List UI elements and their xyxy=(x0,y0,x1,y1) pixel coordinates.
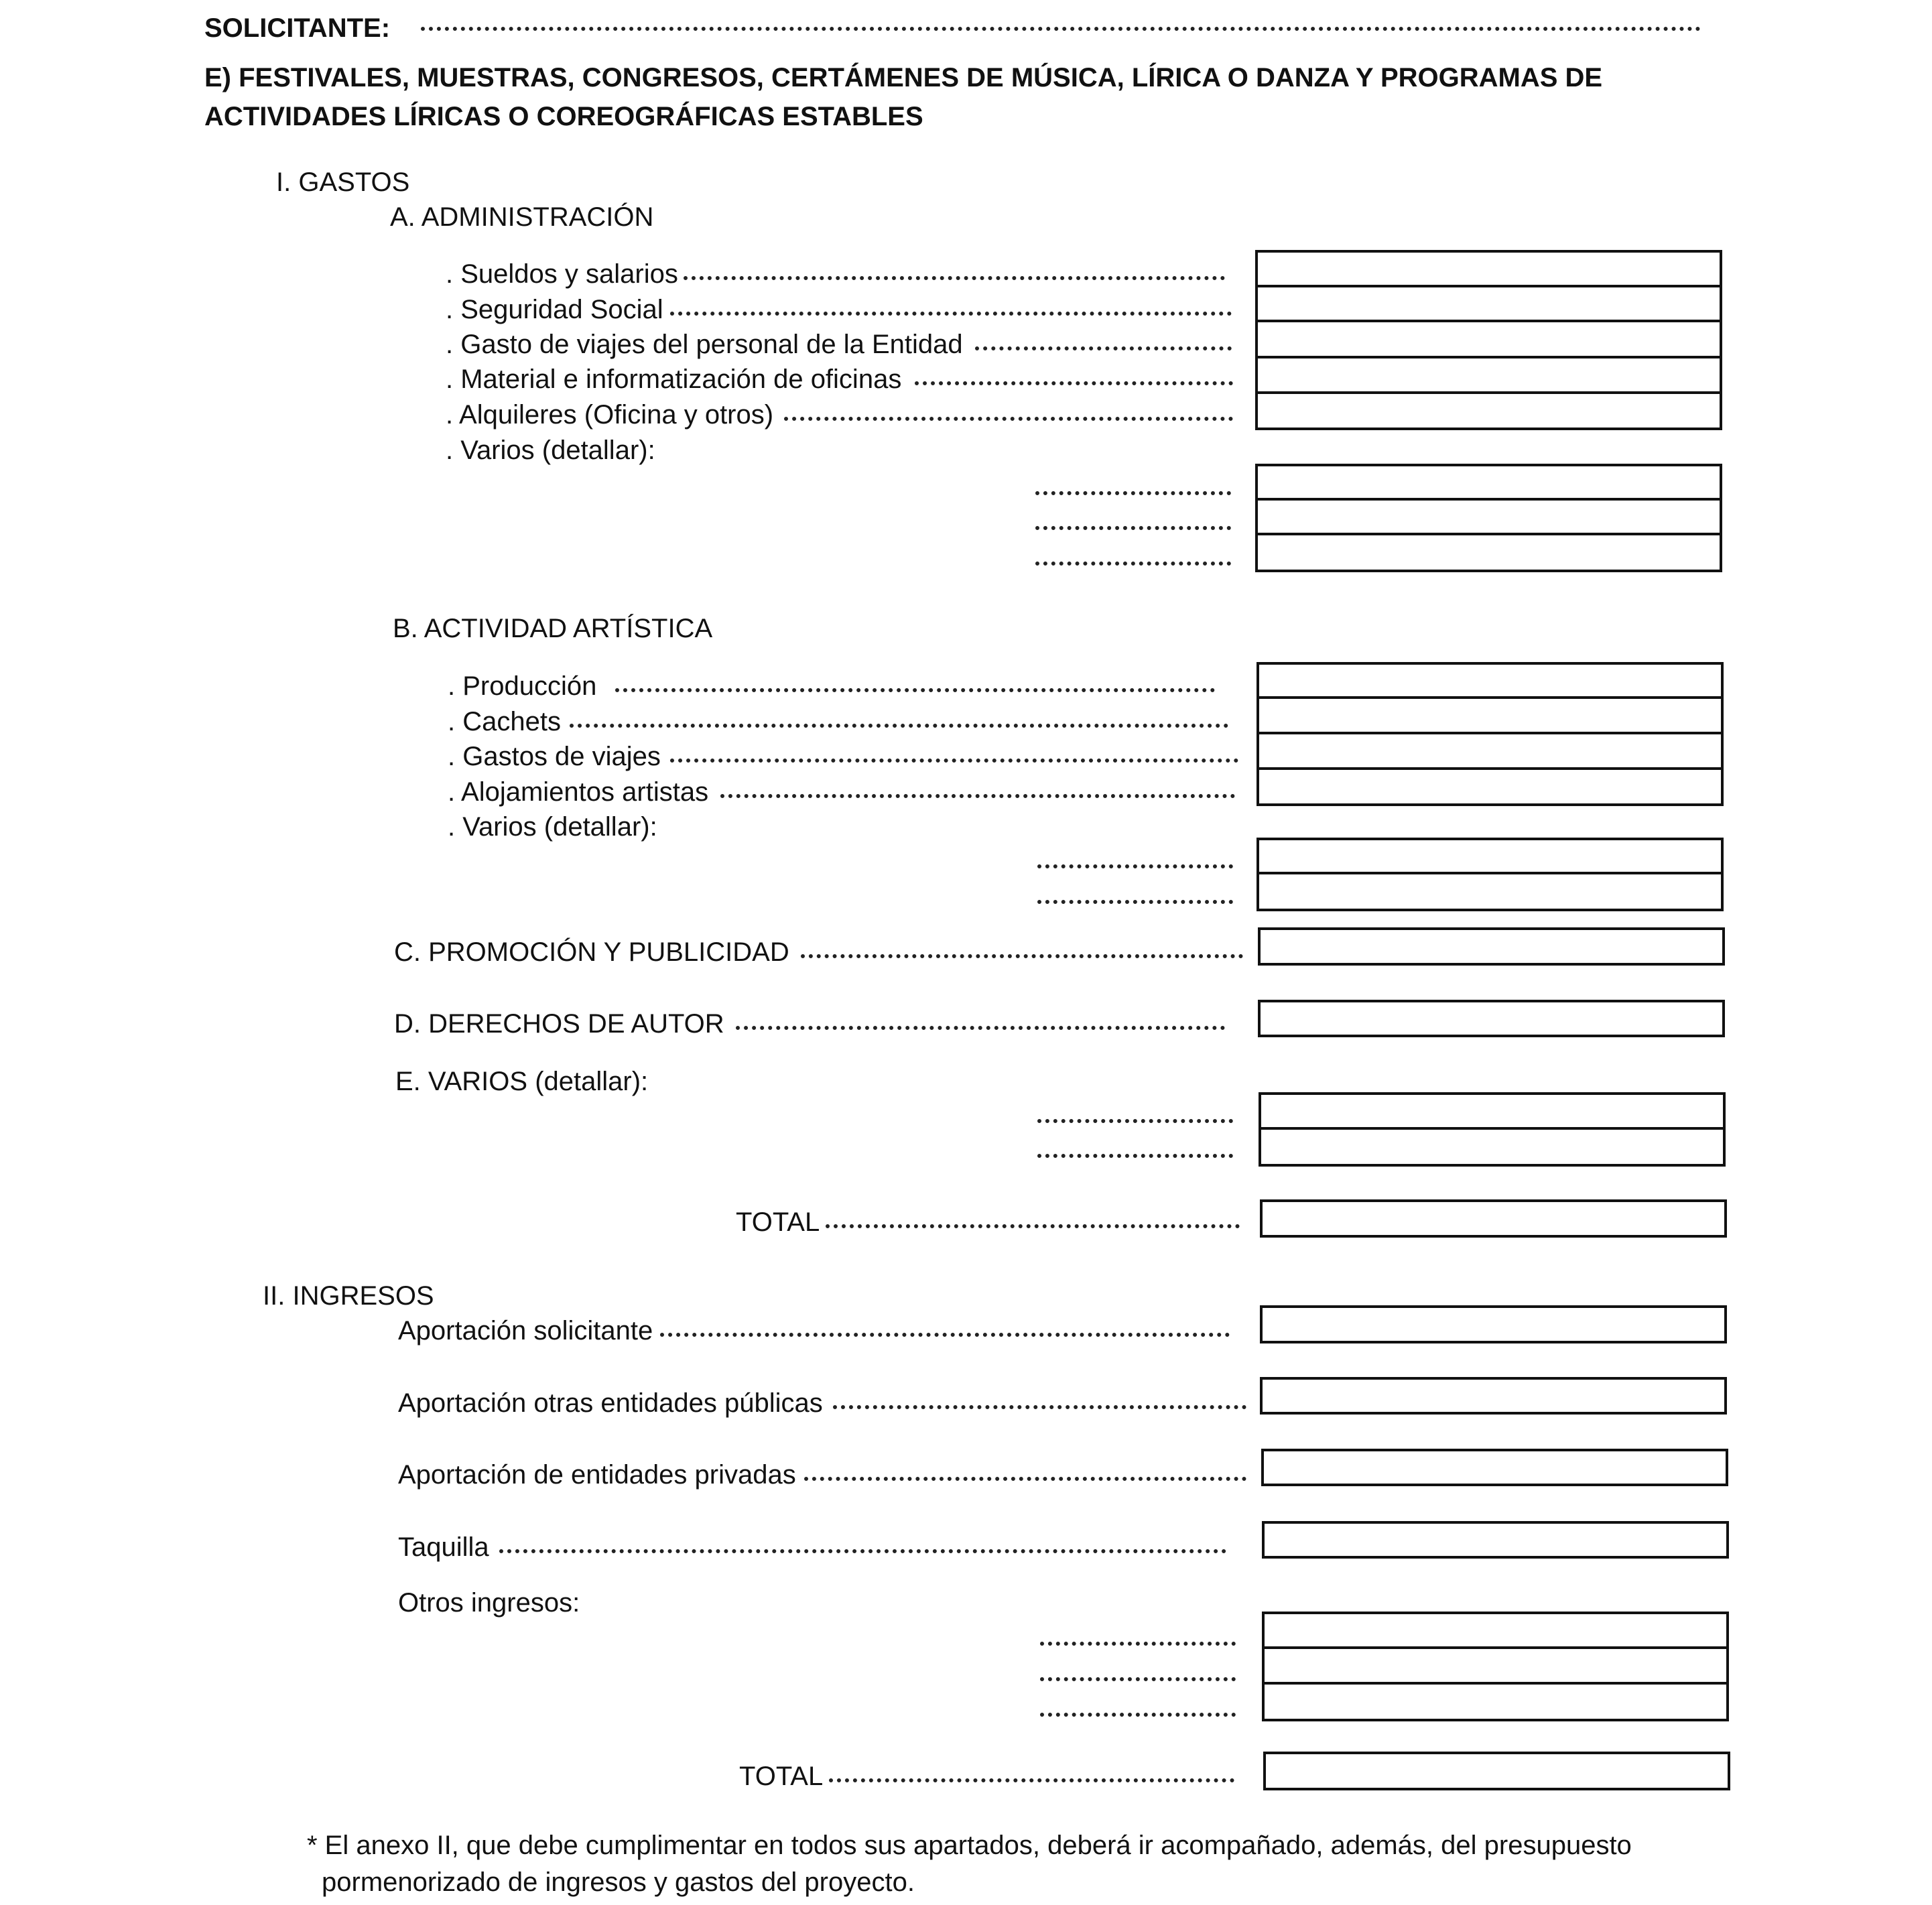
admin-item-label: . Alquileres (Oficina y otros) xyxy=(446,400,774,430)
leader-dots xyxy=(670,312,1232,316)
detail-field[interactable] xyxy=(1037,864,1233,868)
amount-field[interactable] xyxy=(1257,874,1724,911)
ingresos-total-field[interactable] xyxy=(1263,1752,1730,1790)
leader-dots xyxy=(784,417,1233,421)
amount-field[interactable] xyxy=(1255,287,1722,322)
actividad-item-label: . Alojamientos artistas xyxy=(448,777,709,807)
leader-dots xyxy=(915,381,1233,385)
otros-ingresos-label: Otros ingresos: xyxy=(398,1588,580,1618)
actividad-item-label: . Cachets xyxy=(448,707,561,736)
detail-field[interactable] xyxy=(1040,1642,1236,1646)
ingresos-item-label: Aportación solicitante xyxy=(398,1316,653,1345)
leader-dots xyxy=(570,724,1228,728)
amount-field[interactable] xyxy=(1257,699,1724,734)
detail-field[interactable] xyxy=(1035,526,1231,530)
amount-field[interactable] xyxy=(1258,1000,1725,1037)
leader-dots xyxy=(833,1405,1246,1409)
amount-field[interactable] xyxy=(1255,535,1722,572)
footnote-line1: * El anexo II, que debe cumplimentar en todos sus apartados, deberá ir acompañado, además, del presupuesto xyxy=(307,1831,1632,1860)
administracion-title: A. ADMINISTRACIÓN xyxy=(390,202,654,232)
actividad-item-label: . Gastos de viajes xyxy=(448,742,661,771)
leader-dots xyxy=(660,1333,1230,1337)
detail-field[interactable] xyxy=(1037,1154,1233,1158)
admin-varios-label: . Varios (detallar): xyxy=(446,436,655,465)
gastos-total-label: TOTAL xyxy=(736,1207,820,1237)
gastos-title: I. GASTOS xyxy=(276,168,410,197)
amount-field[interactable] xyxy=(1257,734,1724,770)
solicitante-field[interactable] xyxy=(421,27,1701,31)
leader-dots xyxy=(720,794,1235,798)
leader-dots xyxy=(829,1778,1234,1782)
actividad-item-label: . Producción xyxy=(448,671,597,701)
amount-field[interactable] xyxy=(1257,838,1724,874)
leader-dots xyxy=(615,688,1215,692)
actividad-title: B. ACTIVIDAD ARTÍSTICA xyxy=(393,614,713,643)
admin-item-label: . Gasto de viajes del personal de la Entidad xyxy=(446,330,963,359)
footnote-line2: pormenorizado de ingresos y gastos del proyecto. xyxy=(322,1867,915,1897)
amount-field[interactable] xyxy=(1255,358,1722,394)
promocion-label: C. PROMOCIÓN Y PUBLICIDAD xyxy=(394,937,789,967)
derechos-label: D. DERECHOS DE AUTOR xyxy=(394,1009,724,1039)
admin-item-label: . Seguridad Social xyxy=(446,295,663,324)
amount-field[interactable] xyxy=(1255,394,1722,430)
amount-field[interactable] xyxy=(1255,322,1722,358)
amount-field[interactable] xyxy=(1257,770,1724,806)
amount-field[interactable] xyxy=(1255,464,1722,501)
leader-dots xyxy=(804,1477,1246,1481)
amount-field[interactable] xyxy=(1257,662,1724,699)
leader-dots xyxy=(975,346,1232,350)
amount-field[interactable] xyxy=(1259,1092,1726,1130)
admin-item-label: . Material e informatización de oficinas xyxy=(446,365,902,394)
amount-field[interactable] xyxy=(1262,1521,1729,1559)
varios-label: E. VARIOS (detallar): xyxy=(395,1067,649,1096)
amount-field[interactable] xyxy=(1261,1449,1728,1486)
leader-dots xyxy=(801,954,1243,958)
detail-field[interactable] xyxy=(1035,562,1231,566)
amount-field[interactable] xyxy=(1260,1377,1727,1415)
admin-item-label: . Sueldos y salarios xyxy=(446,259,678,289)
section-title-line1: E) FESTIVALES, MUESTRAS, CONGRESOS, CERTÁMENES DE MÚSICA, LÍRICA O DANZA Y PROGRAMAS DE xyxy=(204,63,1603,92)
amount-field[interactable] xyxy=(1262,1612,1729,1649)
detail-field[interactable] xyxy=(1037,900,1233,904)
ingresos-item-label: Aportación de entidades privadas xyxy=(398,1460,796,1490)
amount-field[interactable] xyxy=(1260,1305,1727,1343)
leader-dots xyxy=(736,1026,1225,1030)
amount-field[interactable] xyxy=(1258,927,1725,966)
gastos-total-field[interactable] xyxy=(1260,1199,1727,1238)
detail-field[interactable] xyxy=(1040,1713,1236,1717)
ingresos-title: II. INGRESOS xyxy=(263,1281,434,1311)
detail-field[interactable] xyxy=(1037,1119,1233,1123)
ingresos-total-label: TOTAL xyxy=(739,1762,824,1791)
solicitante-label: SOLICITANTE: xyxy=(204,13,391,43)
leader-dots xyxy=(670,759,1238,763)
ingresos-item-label: Aportación otras entidades públicas xyxy=(398,1388,823,1418)
amount-field[interactable] xyxy=(1255,250,1722,287)
amount-field[interactable] xyxy=(1259,1130,1726,1167)
leader-dots xyxy=(499,1549,1226,1553)
amount-field[interactable] xyxy=(1255,501,1722,535)
actividad-varios-label: . Varios (detallar): xyxy=(448,812,657,842)
amount-field[interactable] xyxy=(1262,1649,1729,1685)
detail-field[interactable] xyxy=(1040,1677,1236,1681)
amount-field[interactable] xyxy=(1262,1685,1729,1721)
section-title-line2: ACTIVIDADES LÍRICAS O COREOGRÁFICAS ESTABLES xyxy=(204,102,923,131)
leader-dots xyxy=(684,276,1225,280)
leader-dots xyxy=(826,1224,1240,1228)
ingresos-item-label: Taquilla xyxy=(398,1532,489,1562)
detail-field[interactable] xyxy=(1035,491,1231,495)
